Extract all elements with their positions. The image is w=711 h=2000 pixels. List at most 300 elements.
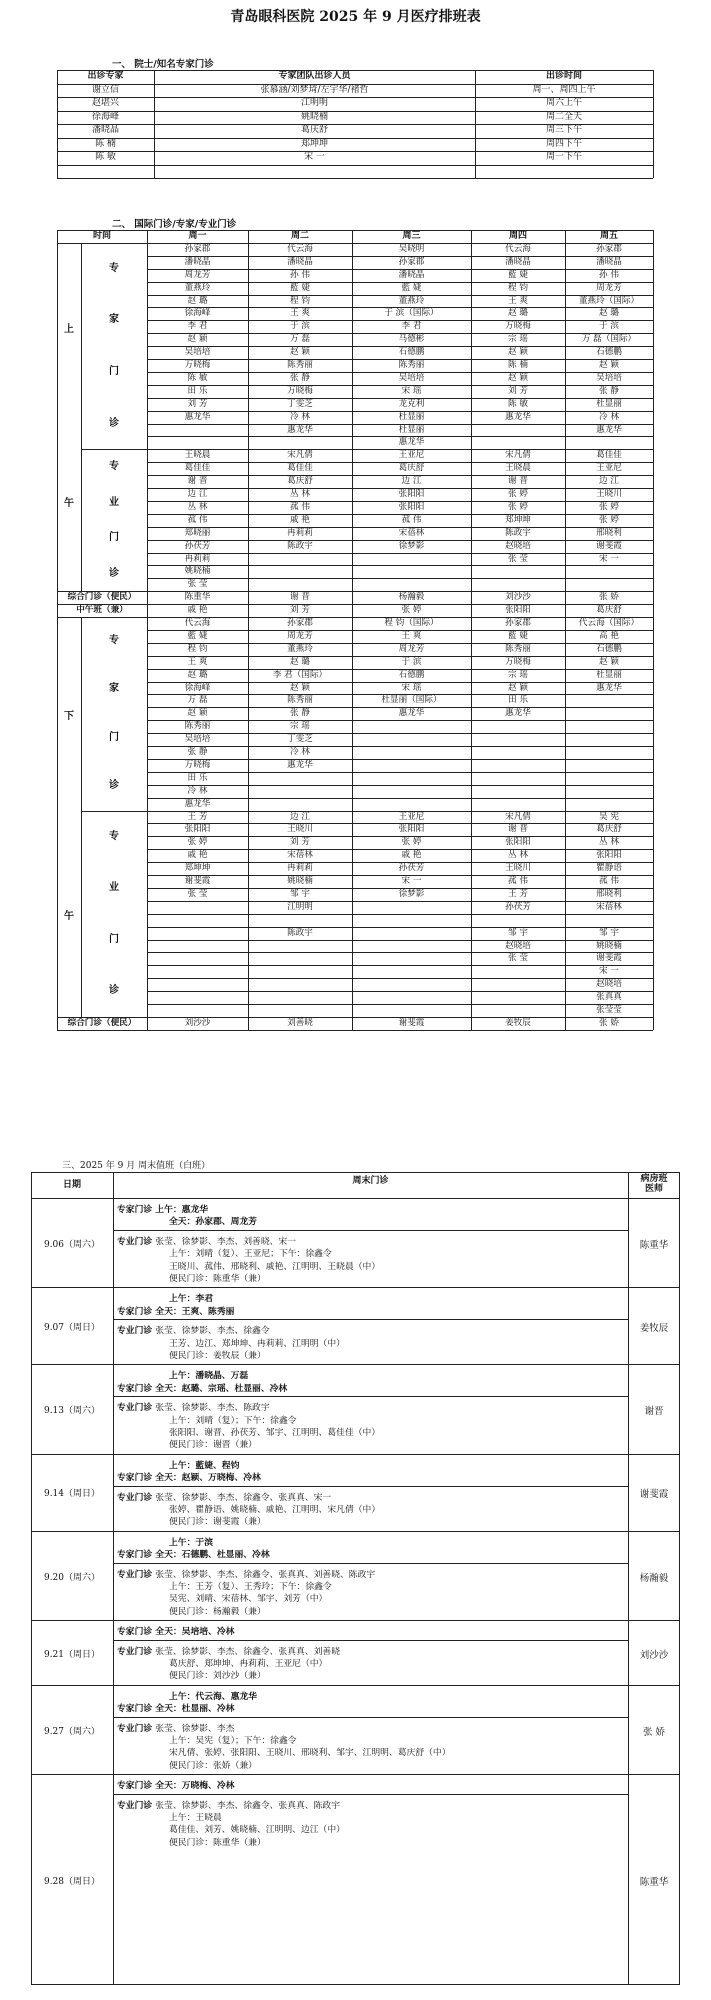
schedule-cell: 宋 一 — [599, 553, 619, 564]
schedule-cell — [147, 424, 248, 437]
table-cell: 江明明 — [300, 98, 328, 108]
schedule-cell: 徐海峰 — [184, 682, 211, 693]
schedule-cell: 葛庆舒 — [398, 463, 425, 474]
schedule-cell: 菰 伟 — [290, 501, 310, 512]
duty-date: 9.07（周日） — [43, 1322, 101, 1333]
duty-line: 便民门诊：杨瀚毅（兼） — [169, 1606, 266, 1617]
schedule-cell: 张阳阳 — [505, 837, 531, 848]
schedule-cell: 惠龙华 — [287, 424, 313, 435]
schedule-cell — [147, 952, 248, 965]
duty-line: 专业门诊 张莹、徐梦影、李杰 — [117, 1723, 235, 1734]
schedule-cell: 藍 婕 — [187, 630, 208, 641]
schedule-cell — [471, 798, 565, 811]
schedule-cell: 宗 瑶 — [508, 334, 528, 345]
schedule-cell: 张 娇 — [599, 1017, 619, 1028]
schedule-cell: 代云海 — [287, 243, 313, 254]
schedule-cell: 石德鹏 — [398, 669, 425, 680]
duty-line: 专业门诊 张莹、徐梦影、李杰、徐鑫令、张真真、刘善晓 — [117, 1646, 341, 1657]
table-cell: 宋 一 — [304, 152, 325, 162]
table-cell: 陈 敏 — [95, 152, 116, 162]
schedule-cell — [352, 746, 471, 759]
duty-line: 吴宪、刘晴、宋蓓林、邹宇、刘芳（中） — [169, 1594, 328, 1605]
schedule-cell — [471, 578, 565, 591]
grid-line — [57, 165, 653, 166]
schedule-cell — [471, 424, 565, 437]
schedule-cell: 赵 颖 — [508, 372, 528, 383]
grid-line — [31, 1774, 680, 1775]
schedule-cell: 于 滨 — [290, 321, 310, 332]
schedule-cell: 戚 艳 — [290, 514, 310, 525]
schedule-cell — [352, 991, 471, 1004]
grid-line — [57, 151, 653, 152]
schedule-cell: 李 君 — [401, 321, 422, 332]
header-cell: 专家团队出诊人员 — [278, 71, 351, 81]
schedule-cell — [565, 565, 653, 578]
schedule-cell — [147, 914, 248, 927]
header-cell: 周五 — [599, 231, 618, 241]
schedule-cell: 赵 颖 — [508, 682, 528, 693]
section2-heading: 二、 国际门诊/专家/专业门诊 — [112, 219, 237, 230]
schedule-cell: 陈政宇 — [287, 927, 313, 938]
schedule-cell: 惠龙华 — [505, 411, 531, 422]
grid-line — [57, 1030, 653, 1031]
schedule-cell: 惠龙华 — [184, 798, 211, 809]
schedule-cell: 冷 林 — [290, 747, 310, 757]
schedule-cell: 郑晓丽 — [184, 527, 211, 538]
schedule-cell: 孙茯芳 — [398, 863, 425, 874]
duty-line: 上午：潘晓晶、万磊 — [169, 1371, 249, 1382]
table-cell: 谢立信 — [91, 84, 119, 95]
grid-line — [57, 138, 653, 139]
schedule-cell: 惠龙华 — [287, 759, 313, 770]
grid-line — [57, 230, 58, 1030]
schedule-cell: 谢斐霞 — [596, 540, 622, 551]
schedule-cell: 藍 婕 — [401, 282, 422, 293]
schedule-cell: 张阳阳 — [398, 824, 425, 835]
schedule-cell: 张真真 — [596, 992, 622, 1003]
schedule-cell — [352, 553, 471, 566]
schedule-cell: 邢晓利 — [596, 888, 622, 899]
schedule-cell: 张阳阳 — [596, 850, 622, 861]
schedule-cell: 程 钧 — [290, 295, 310, 306]
schedule-cell — [248, 940, 352, 953]
schedule-cell: 石德鹏 — [596, 347, 622, 358]
schedule-cell — [248, 965, 352, 978]
schedule-cell — [565, 720, 653, 733]
schedule-cell: 孙茯芳 — [505, 901, 531, 912]
grid-line — [248, 230, 249, 1030]
schedule-cell: 石德鹏 — [398, 347, 425, 358]
schedule-cell: 宗 瑶 — [290, 721, 310, 732]
schedule-cell — [147, 1004, 248, 1017]
schedule-cell: 陈 敏 — [187, 372, 208, 383]
ward-doctor: 刘沙沙 — [639, 1649, 669, 1661]
schedule-cell: 惠龙华 — [505, 708, 531, 719]
ward-doctor: 谢斐霞 — [639, 1489, 669, 1501]
schedule-cell: 程 钧 — [508, 282, 528, 293]
schedule-cell — [471, 436, 565, 449]
schedule-cell: 吴培培 — [596, 372, 622, 383]
table-cell: 周四下午 — [545, 138, 582, 149]
schedule-cell: 代云海 — [505, 243, 531, 254]
schedule-cell: 边 江 — [187, 489, 208, 499]
schedule-cell: 张 婷 — [401, 837, 422, 848]
schedule-cell: 孙 伟 — [599, 269, 619, 280]
duty-line: 上午：于滨 — [169, 1537, 213, 1548]
schedule-cell: 宋 一 — [599, 966, 619, 977]
duty-line: 专业门诊 张莹、徐梦影、李杰、刘善晓、宋一 — [117, 1236, 297, 1247]
table-cell: 周六上午 — [545, 98, 582, 108]
schedule-cell: 王 爽 — [187, 656, 208, 667]
schedule-cell: 姜牧辰 — [505, 1017, 531, 1028]
schedule-cell: 田 乐 — [187, 772, 208, 783]
schedule-cell: 赵 颖 — [187, 334, 208, 345]
schedule-cell — [248, 565, 352, 578]
schedule-cell: 葛佳佳 — [596, 450, 622, 461]
schedule-cell: 孙家郡 — [596, 243, 622, 254]
schedule-cell — [565, 746, 653, 759]
schedule-cell — [352, 578, 471, 591]
am-label: 上 午 — [64, 323, 74, 510]
schedule-cell — [565, 707, 653, 720]
schedule-cell: 赵 颖 — [290, 682, 310, 693]
schedule-cell — [352, 940, 471, 953]
schedule-cell: 吴晓明 — [398, 243, 425, 254]
table-cell: 姚晓楠 — [300, 111, 328, 122]
schedule-cell: 宋蓓林 — [287, 850, 313, 861]
schedule-cell: 程 钧（国际） — [384, 618, 439, 628]
schedule-cell: 董燕玲 — [184, 282, 211, 293]
duty-line: 专家门诊 全天：杜显丽、冷林 — [117, 1704, 235, 1715]
schedule-cell: 张莹莹 — [596, 1005, 622, 1015]
table-cell: 徐海峰 — [91, 111, 119, 122]
schedule-cell: 惠龙华 — [184, 411, 211, 422]
duty-line: 便民门诊：谢斐霞（兼） — [169, 1517, 266, 1528]
schedule-cell: 冷 林 — [290, 411, 310, 422]
schedule-cell — [248, 1004, 352, 1017]
schedule-cell: 陈 敏 — [508, 398, 528, 409]
schedule-cell: 菰 伟 — [401, 514, 422, 525]
row-label: 综合门诊（便民） — [67, 592, 137, 603]
schedule-cell: 万晓梅 — [505, 321, 531, 332]
schedule-cell: 赵 颖 — [508, 347, 528, 358]
schedule-cell — [352, 759, 471, 772]
schedule-cell: 藍 婕 — [508, 630, 528, 641]
schedule-cell: 赵晓培 — [505, 940, 531, 951]
schedule-cell: 潘晓晶 — [505, 256, 531, 267]
duty-line: 上午：藍婕、程钧 — [169, 1460, 240, 1471]
schedule-cell — [471, 1004, 565, 1017]
schedule-cell: 周龙芳 — [398, 643, 425, 654]
schedule-cell: 万晓梅 — [184, 360, 211, 370]
schedule-cell: 董燕玲 — [398, 295, 425, 306]
table-cell: 郑坤坤 — [300, 138, 328, 149]
grid-line — [565, 230, 566, 1030]
duty-line: 葛佳佳、刘芳、姚晓楠、江明明、边江（中） — [169, 1825, 345, 1836]
grid-line — [147, 230, 148, 1030]
grid-line — [113, 1640, 628, 1641]
schedule-cell — [248, 991, 352, 1004]
schedule-cell: 陈秀丽 — [184, 721, 211, 732]
grid-line — [57, 111, 653, 112]
schedule-cell — [565, 772, 653, 785]
schedule-cell: 惠龙华 — [398, 708, 425, 719]
header-cell: 出诊专家 — [87, 71, 124, 81]
schedule-cell: 惠龙华 — [398, 437, 425, 448]
header-cell: 周四 — [508, 231, 527, 241]
schedule-cell: 邹 宇 — [508, 927, 528, 938]
schedule-cell — [352, 733, 471, 746]
schedule-cell: 邢晓利 — [596, 527, 622, 538]
page-title: 青岛眼科医院 2025 年 9 月医疗排班表 — [230, 9, 481, 25]
schedule-cell: 万 磊 — [187, 695, 208, 706]
schedule-cell: 冷 林 — [187, 785, 208, 796]
ward-doctor: 陈重华 — [639, 1876, 669, 1888]
grid-line — [31, 1685, 680, 1686]
duty-line: 专家门诊 全天：赵璐、宗瑶、杜显丽、冷林 — [117, 1383, 288, 1394]
schedule-cell: 菰 伟 — [599, 876, 619, 886]
schedule-cell — [471, 785, 565, 798]
schedule-cell: 藍 婕 — [290, 282, 310, 293]
schedule-cell: 王亚尼 — [398, 811, 425, 822]
schedule-cell: 万晓梅 — [505, 656, 531, 667]
schedule-cell: 张 娇 — [599, 592, 619, 603]
table-cell: 周二全天 — [545, 111, 582, 122]
schedule-cell — [352, 772, 471, 785]
schedule-cell: 丛 林 — [599, 837, 619, 848]
schedule-cell: 江明明 — [287, 901, 313, 912]
ward-doctor: 姜牧辰 — [639, 1322, 669, 1334]
schedule-cell: 赵 璐 — [508, 308, 528, 319]
expert-clinic-label: 专 家 门 诊 — [109, 635, 119, 792]
schedule-cell: 张 莹 — [508, 553, 528, 564]
schedule-cell: 刘 芳 — [508, 385, 528, 396]
schedule-cell — [248, 798, 352, 811]
schedule-cell — [147, 436, 248, 449]
schedule-cell — [352, 927, 471, 940]
grid-line — [113, 1230, 628, 1231]
schedule-cell: 周龙芳 — [596, 282, 622, 293]
duty-line: 专家门诊 上午：惠龙华 — [117, 1205, 209, 1215]
duty-line: 上午：刘晴（复）；下午：徐鑫令 — [169, 1415, 297, 1426]
schedule-cell: 吴培培 — [398, 372, 425, 383]
schedule-cell — [352, 952, 471, 965]
schedule-cell: 万 磊 — [290, 334, 310, 345]
schedule-cell: 葛佳佳 — [287, 463, 313, 474]
duty-line: 便民门诊：陈重华（兼） — [169, 1837, 266, 1848]
schedule-cell: 万晓梅 — [287, 385, 313, 396]
schedule-cell: 陈秀丽 — [287, 695, 313, 706]
schedule-cell — [352, 914, 471, 927]
header-cell: 病房班 医师 — [640, 1174, 668, 1195]
schedule-cell: 陈政宇 — [505, 527, 531, 538]
schedule-cell: 葛佳佳 — [184, 463, 211, 474]
professional-clinic-label: 专 业 门 诊 — [109, 461, 119, 579]
schedule-cell: 杜显丽 — [398, 411, 425, 422]
table-cell: 赵堪兴 — [91, 98, 119, 108]
duty-line: 专家门诊 全天：万晓梅、冷林 — [117, 1781, 235, 1792]
schedule-cell — [147, 991, 248, 1004]
schedule-cell: 冉莉莉 — [287, 527, 313, 538]
schedule-cell: 潘晓晶 — [398, 269, 425, 280]
schedule-cell: 菰 伟 — [508, 876, 528, 886]
schedule-cell: 高 艳 — [599, 630, 619, 641]
schedule-cell: 王亚尼 — [596, 463, 622, 474]
expert-clinic-label: 专 家 门 诊 — [109, 262, 119, 429]
schedule-cell: 赵 颖 — [599, 360, 619, 370]
schedule-cell: 周龙芳 — [287, 630, 313, 641]
duty-line: 便民门诊：陈重华（兼） — [169, 1274, 266, 1284]
schedule-cell: 谢 晋 — [508, 824, 528, 835]
duty-date: 9.20（周六） — [43, 1572, 101, 1583]
table-cell: 周一下午 — [545, 152, 582, 162]
schedule-cell: 丛 林 — [290, 489, 310, 499]
schedule-cell: 宋蓓林 — [596, 901, 622, 912]
schedule-cell: 赵晓培 — [505, 540, 531, 551]
schedule-cell: 邹 宇 — [290, 888, 310, 899]
duty-line: 上午：代云海、惠龙华 — [169, 1691, 257, 1702]
schedule-cell — [565, 694, 653, 707]
duty-line: 专家门诊 全天：吴培培、冷林 — [117, 1627, 235, 1638]
header-cell: 周三 — [402, 231, 421, 241]
schedule-cell: 葛庆舒 — [596, 824, 622, 835]
grid-line — [113, 1717, 628, 1718]
grid-line — [653, 70, 654, 178]
row-label: 综合门诊（便民） — [67, 1017, 137, 1028]
schedule-cell: 宋 瑶 — [401, 682, 422, 693]
schedule-cell — [565, 785, 653, 798]
header-cell: 出诊时间 — [545, 71, 582, 81]
schedule-cell — [248, 578, 352, 591]
duty-line: 上午：李君 — [169, 1294, 213, 1305]
duty-line: 专家门诊 全天：王爽、陈秀丽 — [117, 1306, 235, 1317]
schedule-cell: 张 静 — [290, 372, 310, 383]
schedule-cell: 谢 晋 — [290, 592, 310, 603]
duty-date: 9.27（周六） — [43, 1726, 101, 1737]
schedule-cell: 谢斐霞 — [596, 953, 622, 964]
schedule-cell: 马德彬 — [398, 334, 425, 345]
schedule-cell — [352, 798, 471, 811]
schedule-cell: 王晓晨 — [184, 450, 211, 461]
schedule-cell — [248, 553, 352, 566]
schedule-cell — [248, 952, 352, 965]
schedule-cell — [471, 991, 565, 1004]
row-label: 中午班（兼） — [76, 605, 128, 616]
grid-line — [31, 1454, 680, 1455]
schedule-cell — [352, 565, 471, 578]
schedule-cell: 张 婷 — [599, 514, 619, 525]
grid-line — [154, 70, 155, 178]
grid-line — [113, 1794, 628, 1795]
header-cell: 时间 — [92, 231, 111, 241]
schedule-cell: 孙家郡 — [398, 256, 425, 267]
schedule-cell: 谢斐霞 — [398, 1017, 425, 1028]
schedule-cell: 菰 伟 — [187, 514, 208, 525]
schedule-cell: 赵 璐 — [187, 669, 208, 680]
schedule-cell: 陈政宇 — [287, 540, 313, 551]
table-cell — [57, 165, 154, 179]
schedule-cell: 丛 林 — [187, 501, 208, 512]
schedule-cell: 谢 晋 — [508, 476, 528, 487]
duty-line: 便民门诊：张娇（兼） — [169, 1760, 257, 1771]
schedule-cell — [352, 720, 471, 733]
schedule-cell: 张阳阳 — [398, 489, 425, 499]
schedule-cell — [352, 965, 471, 978]
schedule-cell: 张 静 — [290, 708, 310, 719]
schedule-cell: 吴培培 — [184, 347, 211, 358]
schedule-cell: 于 滨 — [401, 656, 422, 667]
grid-line — [113, 1396, 628, 1397]
schedule-cell: 孙 伟 — [290, 269, 310, 280]
schedule-cell: 戚 艳 — [187, 850, 208, 861]
schedule-cell — [471, 772, 565, 785]
schedule-cell — [352, 978, 471, 991]
schedule-cell: 张 婷 — [508, 489, 528, 499]
duty-date: 9.13（周六） — [43, 1406, 101, 1417]
schedule-cell — [147, 978, 248, 991]
schedule-cell — [565, 436, 653, 449]
schedule-cell: 丛 林 — [508, 850, 528, 861]
schedule-cell: 冷 林 — [599, 411, 619, 422]
schedule-cell: 赵 璐 — [290, 656, 310, 667]
duty-line: 张婷、瞿静语、姚晓楠、戚艳、江明明、宋凡倩（中） — [169, 1505, 381, 1515]
schedule-cell: 冉莉莉 — [184, 553, 211, 564]
duty-line: 专业门诊 张莹、徐梦影、李杰、徐鑫令、张真真、陈政宇 — [117, 1800, 341, 1811]
schedule-cell — [471, 720, 565, 733]
schedule-cell: 宋凡倩 — [505, 811, 531, 822]
grid-line — [471, 230, 472, 1030]
duty-line: 便民门诊：姜牧辰（兼） — [169, 1351, 266, 1361]
schedule-cell: 姚晓楠 — [184, 566, 211, 577]
schedule-cell: 刘沙沙 — [184, 1017, 211, 1028]
schedule-cell — [471, 746, 565, 759]
schedule-cell: 万 磊（国际） — [581, 334, 637, 345]
schedule-cell: 谢 晋 — [187, 476, 208, 487]
duty-date: 9.21（周日） — [43, 1649, 101, 1660]
schedule-cell: 田 乐 — [187, 385, 208, 396]
table-cell: 周一、周四上午 — [532, 84, 596, 95]
duty-date: 9.14（周日） — [43, 1489, 101, 1500]
schedule-cell — [248, 436, 352, 449]
schedule-cell: 宋蓓林 — [398, 527, 425, 538]
schedule-cell: 刘 芳 — [187, 398, 208, 409]
table-cell: 张慕涵/刘梦琦/左宇华/褚哲 — [260, 84, 369, 95]
schedule-cell: 孙家郡 — [287, 618, 313, 628]
schedule-cell — [565, 759, 653, 772]
schedule-cell: 张 静 — [187, 747, 208, 757]
schedule-cell: 陈重华 — [184, 592, 211, 603]
schedule-cell: 张 婷 — [599, 501, 619, 512]
schedule-cell: 李 君（国际） — [272, 669, 328, 680]
grid-line — [81, 243, 82, 591]
schedule-cell: 潘晓晶 — [184, 256, 211, 267]
schedule-cell: 潘晓晶 — [596, 256, 622, 267]
schedule-cell: 边 江 — [599, 476, 619, 487]
schedule-cell: 孙家郡 — [184, 243, 211, 254]
schedule-cell — [248, 772, 352, 785]
schedule-cell — [248, 978, 352, 991]
schedule-cell: 宋凡倩 — [505, 450, 531, 461]
schedule-cell — [565, 733, 653, 746]
header-cell: 周一 — [188, 231, 207, 241]
schedule-cell: 郑坤坤 — [505, 514, 531, 525]
schedule-cell — [471, 733, 565, 746]
duty-line: 上午：刘晴（复）、王亚尼；下午：徐鑫令 — [169, 1249, 332, 1260]
grid-line — [57, 70, 653, 71]
schedule-cell: 吴 宪 — [599, 811, 619, 822]
schedule-cell: 葛庆舒 — [287, 476, 313, 487]
schedule-cell: 陈秀丽 — [287, 360, 313, 370]
